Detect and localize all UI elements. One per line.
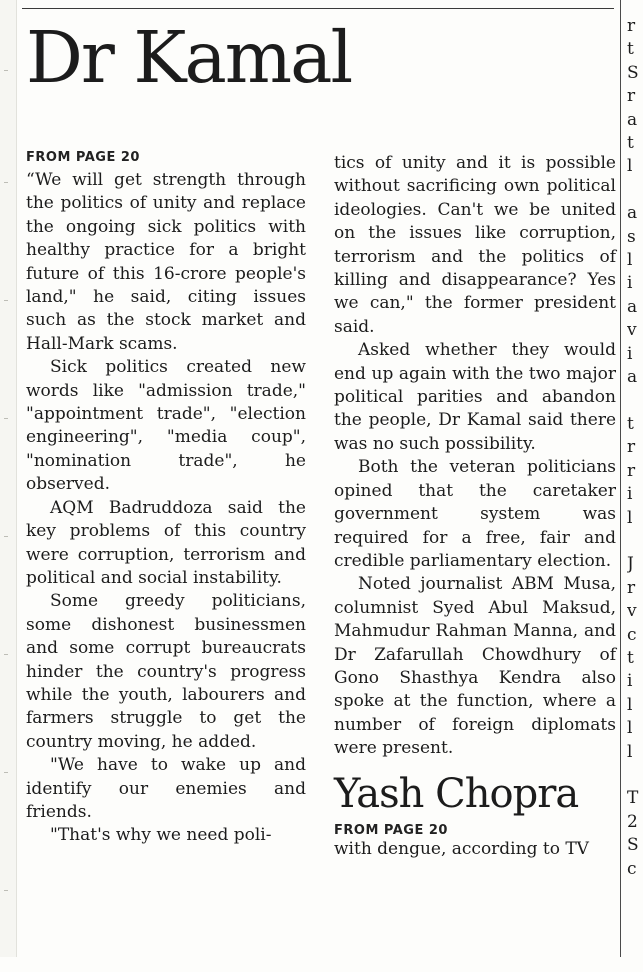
paragraph: Some greedy politicians, some dishonest businessmen and some corrupt bureaucrats hinder the country's progress while the youth, labourers and farmers struggle to get the country moving, he added. bbox=[26, 591, 306, 752]
headline: Dr Kamal bbox=[26, 16, 352, 99]
paragraph: AQM Badruddoza said the key problems of this country were corruption, terrorism and political and social instability. bbox=[26, 497, 306, 588]
second-headline: Yash Chopra bbox=[334, 770, 579, 817]
paragraph: Sick politics created new words like "admission trade," "appointment trade", "election engineering", "media coup", "nomination trade", he observed. bbox=[26, 357, 306, 495]
paragraph: with dengue, according to TV bbox=[334, 838, 589, 859]
top-rule bbox=[22, 8, 614, 9]
continuation-kicker: FROM PAGE 20 bbox=[26, 150, 140, 165]
paragraph: tics of unity and it is possible without sacrificing own political ideologies. Can't we be united on the issues like corruption, terrorism and the politics of killing and disappearance? Yes we can," the former president said. bbox=[334, 153, 616, 337]
paragraph: Both the veteran politicians opined that the caretaker government system was required for a free, fair and credible parliamentary election. bbox=[334, 457, 616, 571]
paragraph: "That's why we need poli- bbox=[50, 825, 272, 846]
paragraph: Noted journalist ABM Musa, columnist Syed Abul Maksud, Mahmudur Rahman Manna, and Dr Zafarullah Chowdhury of Gono Shasthya Kendra also spoke at the function, where a number of foreign diplomats were present. bbox=[334, 574, 616, 759]
paragraph: Asked whether they would end up again with the two major political parities and abandon the people, Dr Kamal said there was no such possibility. bbox=[334, 340, 616, 454]
next-column-edge-fragment: r t S r a t l a s l i a v i a t r r i l J r v c t i l l l T 2 S c bbox=[627, 16, 639, 879]
article-column-1 bbox=[26, 169, 306, 848]
paragraph: "We have to wake up and identify our enemies and friends. bbox=[26, 755, 306, 822]
left-column-edge bbox=[0, 0, 17, 957]
paragraph: “We will get strength through the politics of unity and replace the ongoing sick politics with healthy practice for a bright future of this 16-crore people's land," he said, citing issues such as the stock market and Hall-Mark scams. bbox=[26, 170, 306, 354]
article-column-2 bbox=[334, 152, 616, 861]
second-continuation-kicker: FROM PAGE 20 bbox=[334, 822, 448, 838]
column-rule bbox=[620, 0, 621, 957]
